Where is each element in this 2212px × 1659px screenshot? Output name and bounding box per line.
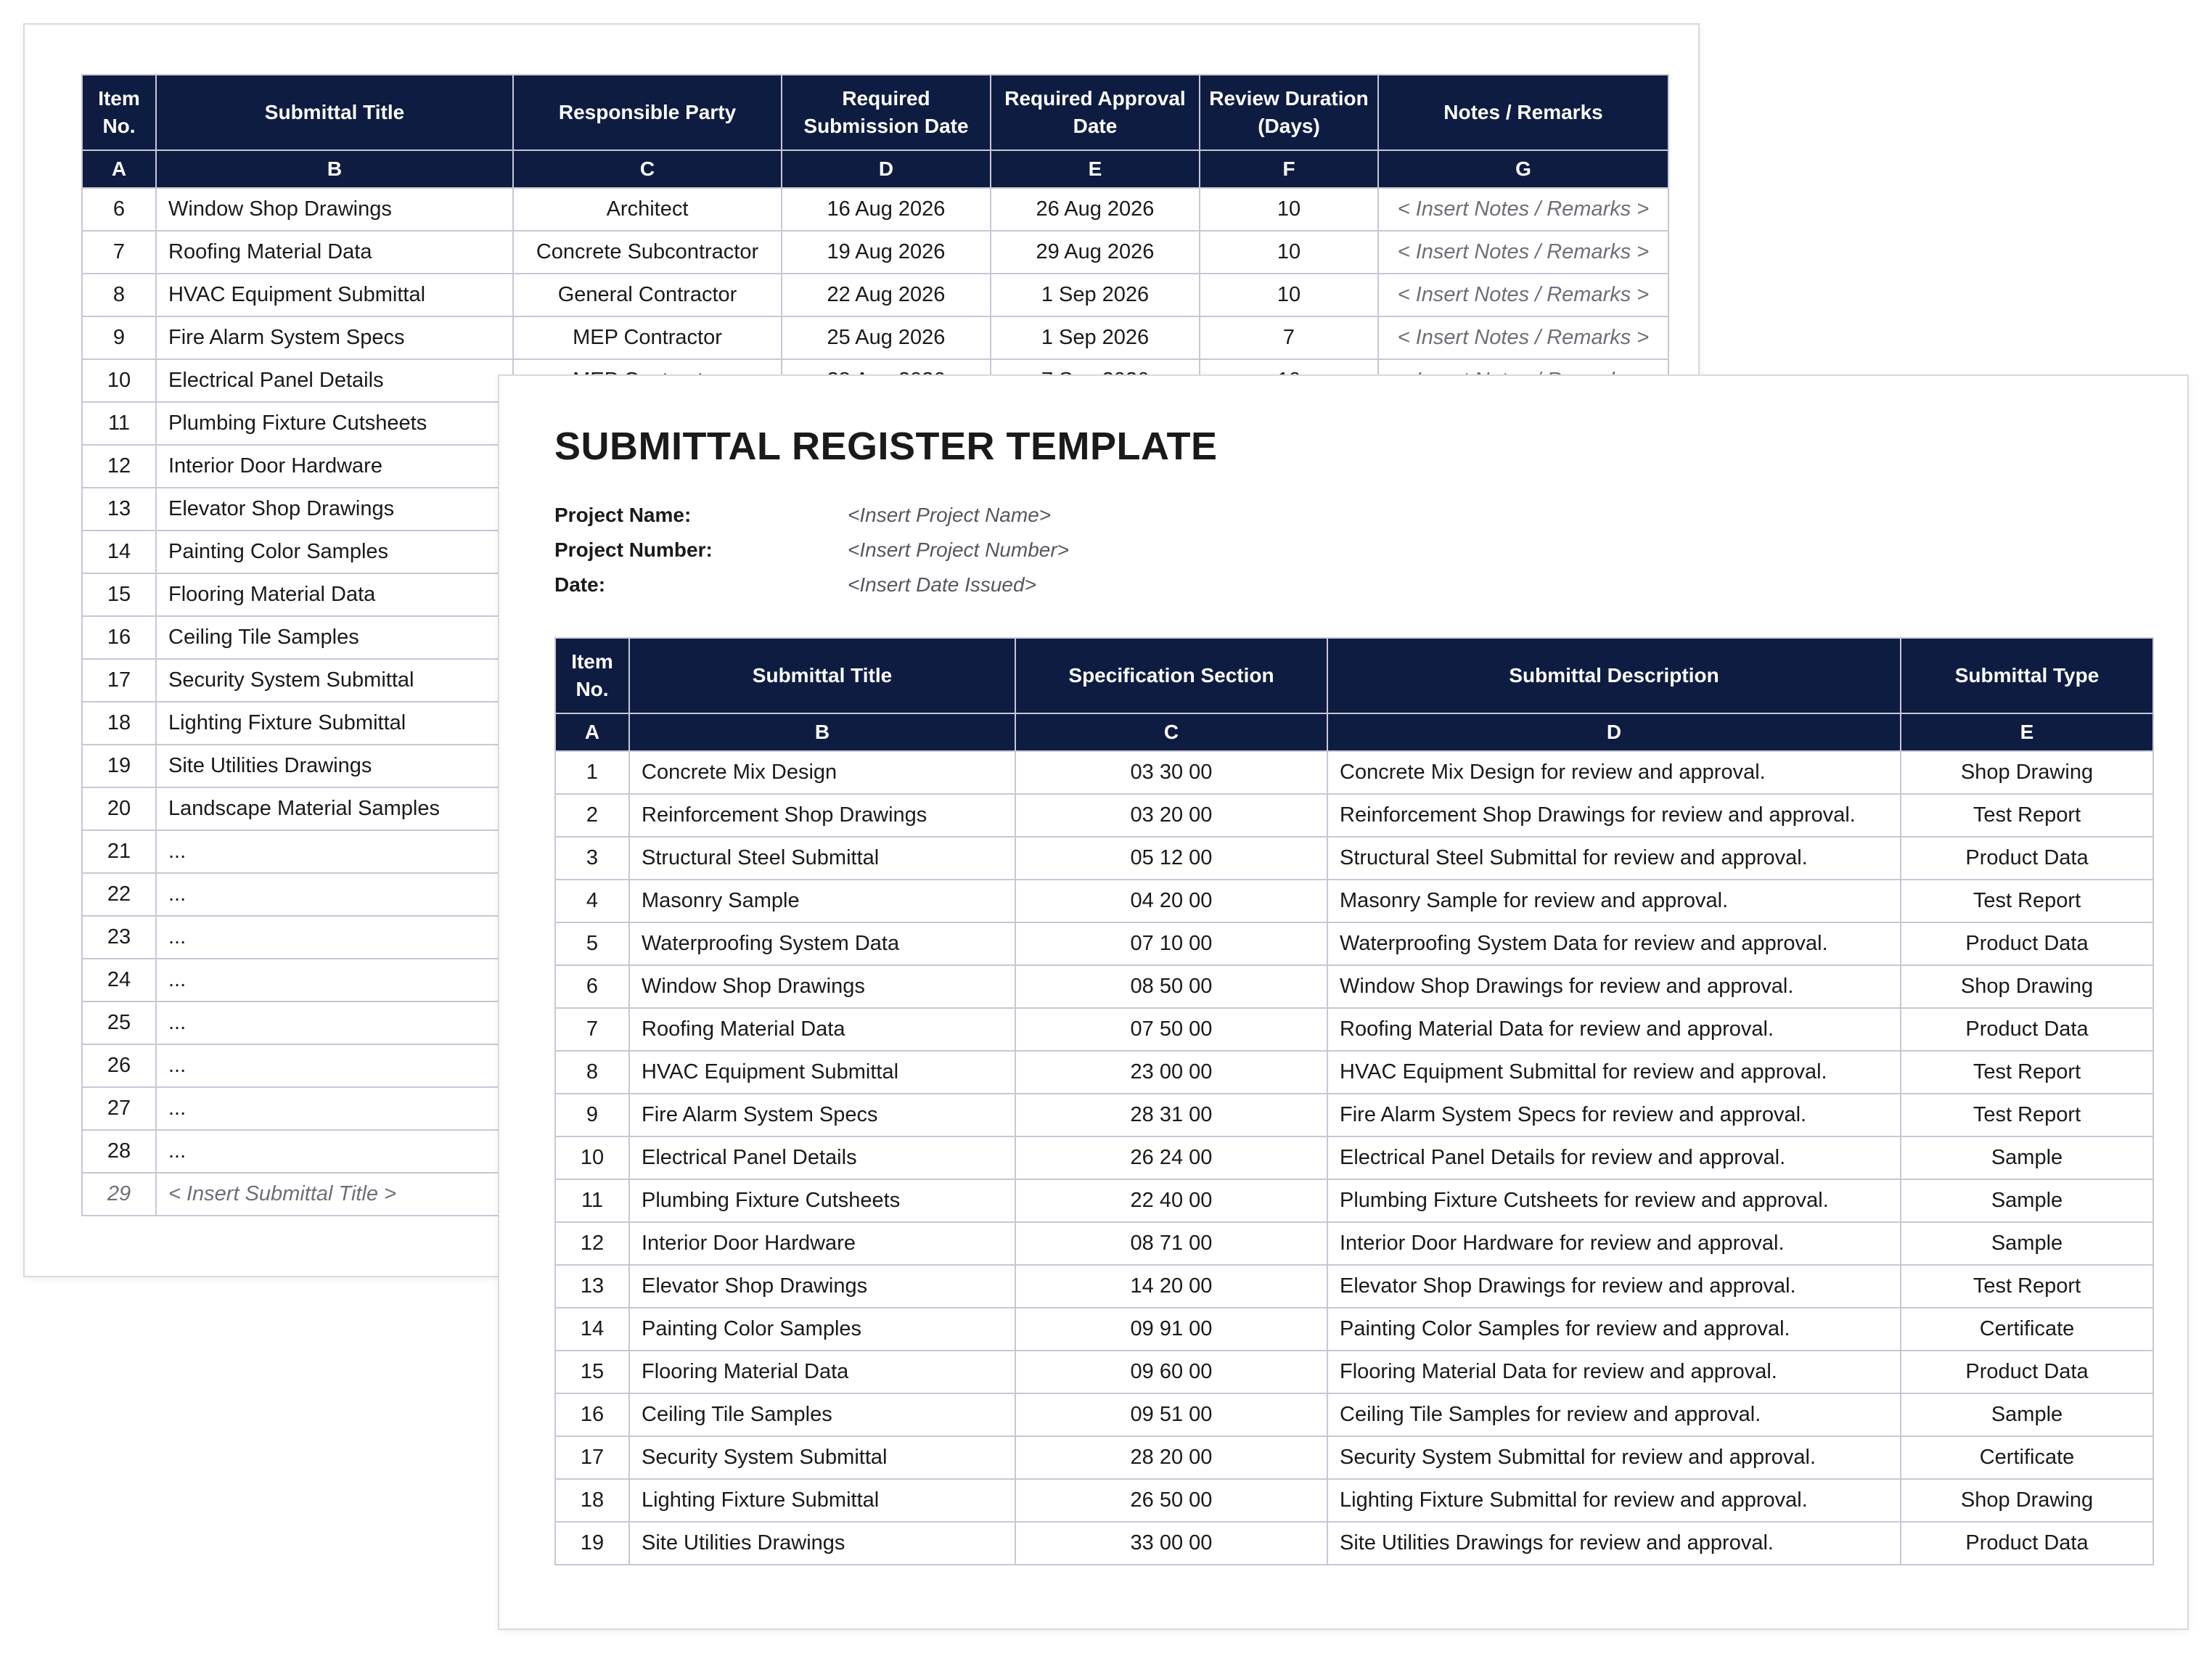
description-cell[interactable]: Reinforcement Shop Drawings for review and approval. bbox=[1327, 794, 1901, 837]
description-cell[interactable]: Security System Submittal for review and approval. bbox=[1327, 1436, 1901, 1479]
submittal-type-cell[interactable]: Product Data bbox=[1901, 1522, 2153, 1565]
col-letter: E bbox=[991, 150, 1200, 188]
item-no-cell: 12 bbox=[555, 1222, 629, 1265]
col-header: Review Duration (Days) bbox=[1200, 75, 1378, 150]
submission-date-cell[interactable]: 25 Aug 2026 bbox=[782, 316, 991, 359]
submittal-type-cell[interactable]: Shop Drawing bbox=[1901, 965, 2153, 1008]
submittal-title-cell[interactable]: Landscape Material Samples bbox=[156, 787, 513, 830]
description-cell[interactable]: Window Shop Drawings for review and approval. bbox=[1327, 965, 1901, 1008]
item-no-cell: 1 bbox=[555, 751, 629, 794]
submission-date-cell[interactable]: 16 Aug 2026 bbox=[782, 188, 991, 231]
table-row bbox=[555, 1308, 2153, 1351]
submittal-title-cell[interactable]: ... bbox=[156, 1001, 513, 1044]
review-duration-cell[interactable]: 10 bbox=[1200, 231, 1378, 274]
submittal-type-cell[interactable]: Shop Drawing bbox=[1901, 751, 2153, 794]
responsible-party-cell[interactable]: Concrete Subcontractor bbox=[513, 231, 782, 274]
submittal-title-cell[interactable]: Security System Submittal bbox=[629, 1436, 1015, 1479]
back-header-row bbox=[82, 75, 1668, 150]
item-no-cell: 13 bbox=[82, 488, 156, 531]
item-no-cell: 20 bbox=[82, 787, 156, 830]
item-no-cell: 10 bbox=[555, 1136, 629, 1179]
item-no-cell: 6 bbox=[82, 188, 156, 231]
submittal-title-cell[interactable]: Ceiling Tile Samples bbox=[156, 616, 513, 659]
submittal-title-cell[interactable]: ... bbox=[156, 873, 513, 916]
table-row bbox=[82, 188, 1668, 231]
submission-date-cell[interactable]: 19 Aug 2026 bbox=[782, 231, 991, 274]
col-header: Item No. bbox=[555, 638, 629, 713]
project-number-value[interactable]: <Insert Project Number> bbox=[848, 538, 1070, 561]
submittal-title-cell[interactable]: Window Shop Drawings bbox=[156, 188, 513, 231]
project-name-label: Project Name: bbox=[554, 504, 692, 526]
submittal-register-table bbox=[554, 637, 2154, 1565]
spec-section-cell[interactable]: 09 60 00 bbox=[1015, 1351, 1327, 1393]
front-sheet bbox=[498, 374, 2189, 1630]
col-header: Responsible Party bbox=[513, 75, 782, 150]
page-title: SUBMITTAL REGISTER TEMPLATE bbox=[554, 425, 1218, 468]
description-cell[interactable]: Lighting Fixture Submittal for review and approval. bbox=[1327, 1479, 1901, 1522]
approval-date-cell[interactable]: 1 Sep 2026 bbox=[991, 316, 1200, 359]
table-row bbox=[555, 1179, 2153, 1222]
submittal-type-cell[interactable]: Shop Drawing bbox=[1901, 1479, 2153, 1522]
submittal-title-cell[interactable]: Flooring Material Data bbox=[629, 1351, 1015, 1393]
item-no-cell: 29 bbox=[82, 1173, 156, 1216]
item-no-cell: 24 bbox=[82, 959, 156, 1001]
spec-section-cell[interactable]: 04 20 00 bbox=[1015, 880, 1327, 922]
submittal-title-cell[interactable]: Security System Submittal bbox=[156, 659, 513, 702]
submittal-title-cell[interactable]: Fire Alarm System Specs bbox=[629, 1094, 1015, 1136]
item-no-cell: 4 bbox=[555, 880, 629, 922]
col-header: Required Approval Date bbox=[991, 75, 1200, 150]
project-name-value[interactable]: <Insert Project Name> bbox=[848, 504, 1052, 526]
item-no-cell: 16 bbox=[555, 1393, 629, 1436]
table-row bbox=[555, 1094, 2153, 1136]
submittal-title-cell[interactable]: Waterproofing System Data bbox=[629, 922, 1015, 965]
item-no-cell: 5 bbox=[555, 922, 629, 965]
project-number-label: Project Number: bbox=[554, 538, 713, 561]
spec-section-cell[interactable]: 05 12 00 bbox=[1015, 837, 1327, 880]
item-no-cell: 21 bbox=[82, 830, 156, 873]
item-no-cell: 11 bbox=[555, 1179, 629, 1222]
col-letter: F bbox=[1200, 150, 1378, 188]
table-row bbox=[555, 1008, 2153, 1051]
notes-cell[interactable]: < Insert Notes / Remarks > bbox=[1378, 231, 1668, 274]
description-cell[interactable]: Painting Color Samples for review and approval. bbox=[1327, 1308, 1901, 1351]
item-no-cell: 18 bbox=[555, 1479, 629, 1522]
table-row bbox=[555, 1436, 2153, 1479]
submittal-title-cell[interactable]: < Insert Submittal Title > bbox=[156, 1173, 513, 1216]
submittal-title-cell[interactable]: Lighting Fixture Submittal bbox=[156, 702, 513, 745]
item-no-cell: 14 bbox=[82, 531, 156, 573]
submittal-title-cell[interactable]: Electrical Panel Details bbox=[156, 359, 513, 402]
submittal-type-cell[interactable]: Product Data bbox=[1901, 1351, 2153, 1393]
col-letter: C bbox=[513, 150, 782, 188]
item-no-cell: 19 bbox=[555, 1522, 629, 1565]
notes-cell[interactable]: < Insert Notes / Remarks > bbox=[1378, 274, 1668, 316]
submittal-title-cell[interactable]: Interior Door Hardware bbox=[156, 445, 513, 488]
submittal-title-cell[interactable]: Plumbing Fixture Cutsheets bbox=[156, 402, 513, 445]
table-row bbox=[555, 1522, 2153, 1565]
description-cell[interactable]: Masonry Sample for review and approval. bbox=[1327, 880, 1901, 922]
submittal-title-cell[interactable]: Site Utilities Drawings bbox=[629, 1522, 1015, 1565]
spec-section-cell[interactable]: 26 24 00 bbox=[1015, 1136, 1327, 1179]
table-row bbox=[555, 965, 2153, 1008]
submittal-title-cell[interactable]: Reinforcement Shop Drawings bbox=[629, 794, 1015, 837]
item-no-cell: 9 bbox=[555, 1094, 629, 1136]
submittal-title-cell[interactable]: Masonry Sample bbox=[629, 880, 1015, 922]
submittal-type-cell[interactable]: Product Data bbox=[1901, 837, 2153, 880]
item-no-cell: 13 bbox=[555, 1265, 629, 1308]
review-duration-cell[interactable]: 10 bbox=[1200, 188, 1378, 231]
spec-section-cell[interactable]: 07 10 00 bbox=[1015, 922, 1327, 965]
item-no-cell: 17 bbox=[555, 1436, 629, 1479]
submittal-type-cell[interactable]: Sample bbox=[1901, 1222, 2153, 1265]
spec-section-cell[interactable]: 07 50 00 bbox=[1015, 1008, 1327, 1051]
item-no-cell: 25 bbox=[82, 1001, 156, 1044]
item-no-cell: 26 bbox=[82, 1044, 156, 1087]
col-header: Specification Section bbox=[1015, 638, 1327, 713]
submittal-title-cell[interactable]: ... bbox=[156, 830, 513, 873]
item-no-cell: 27 bbox=[82, 1087, 156, 1130]
submittal-title-cell[interactable]: ... bbox=[156, 1130, 513, 1173]
table-row bbox=[555, 794, 2153, 837]
item-no-cell: 23 bbox=[82, 916, 156, 959]
submittal-title-cell[interactable]: Plumbing Fixture Cutsheets bbox=[629, 1179, 1015, 1222]
item-no-cell: 7 bbox=[82, 231, 156, 274]
item-no-cell: 14 bbox=[555, 1308, 629, 1351]
submittal-title-cell[interactable]: Concrete Mix Design bbox=[629, 751, 1015, 794]
description-cell[interactable]: Structural Steel Submittal for review and approval. bbox=[1327, 837, 1901, 880]
col-letter: G bbox=[1378, 150, 1668, 188]
approval-date-cell[interactable]: 1 Sep 2026 bbox=[991, 274, 1200, 316]
col-header: Submittal Type bbox=[1901, 638, 2153, 713]
submittal-type-cell[interactable]: Test Report bbox=[1901, 794, 2153, 837]
table-row bbox=[555, 1265, 2153, 1308]
description-cell[interactable]: Waterproofing System Data for review and approval. bbox=[1327, 922, 1901, 965]
date-label: Date: bbox=[554, 573, 606, 596]
submittal-title-cell[interactable]: Fire Alarm System Specs bbox=[156, 316, 513, 359]
submittal-type-cell[interactable]: Test Report bbox=[1901, 1265, 2153, 1308]
description-cell[interactable]: Electrical Panel Details for review and approval. bbox=[1327, 1136, 1901, 1179]
item-no-cell: 2 bbox=[555, 794, 629, 837]
front-letter-row bbox=[555, 713, 2153, 751]
submittal-title-cell[interactable]: HVAC Equipment Submittal bbox=[629, 1051, 1015, 1094]
table-row bbox=[555, 1351, 2153, 1393]
submittal-title-cell[interactable]: HVAC Equipment Submittal bbox=[156, 274, 513, 316]
notes-cell[interactable]: < Insert Notes / Remarks > bbox=[1378, 188, 1668, 231]
submittal-type-cell[interactable]: Sample bbox=[1901, 1179, 2153, 1222]
col-letter: A bbox=[82, 150, 156, 188]
front-header-row bbox=[555, 638, 2153, 713]
submittal-title-cell[interactable]: Structural Steel Submittal bbox=[629, 837, 1015, 880]
submittal-title-cell[interactable]: ... bbox=[156, 916, 513, 959]
spec-section-cell[interactable]: 03 20 00 bbox=[1015, 794, 1327, 837]
spec-section-cell[interactable]: 26 50 00 bbox=[1015, 1479, 1327, 1522]
submittal-type-cell[interactable]: Sample bbox=[1901, 1393, 2153, 1436]
table-row bbox=[555, 1051, 2153, 1094]
date-value[interactable]: <Insert Date Issued> bbox=[848, 573, 1036, 596]
col-letter: E bbox=[1901, 713, 2153, 751]
review-duration-cell[interactable]: 7 bbox=[1200, 316, 1378, 359]
description-cell[interactable]: Concrete Mix Design for review and approval. bbox=[1327, 751, 1901, 794]
col-header: Submittal Description bbox=[1327, 638, 1901, 713]
submittal-title-cell[interactable]: Lighting Fixture Submittal bbox=[629, 1479, 1015, 1522]
notes-cell[interactable]: < Insert Notes / Remarks > bbox=[1378, 316, 1668, 359]
table-row bbox=[555, 1479, 2153, 1522]
spec-section-cell[interactable]: 14 20 00 bbox=[1015, 1265, 1327, 1308]
submittal-title-cell[interactable]: Roofing Material Data bbox=[629, 1008, 1015, 1051]
table-row bbox=[555, 1136, 2153, 1179]
submittal-type-cell[interactable]: Product Data bbox=[1901, 1008, 2153, 1051]
col-header: Item No. bbox=[82, 75, 156, 150]
submittal-title-cell[interactable]: ... bbox=[156, 1044, 513, 1087]
table-row bbox=[555, 1393, 2153, 1436]
approval-date-cell[interactable]: 29 Aug 2026 bbox=[991, 231, 1200, 274]
approval-date-cell[interactable]: 26 Aug 2026 bbox=[991, 188, 1200, 231]
item-no-cell: 15 bbox=[555, 1351, 629, 1393]
spec-section-cell[interactable]: 23 00 00 bbox=[1015, 1051, 1327, 1094]
description-cell[interactable]: Elevator Shop Drawings for review and approval. bbox=[1327, 1265, 1901, 1308]
spec-section-cell[interactable]: 09 51 00 bbox=[1015, 1393, 1327, 1436]
col-letter: B bbox=[629, 713, 1015, 751]
item-no-cell: 18 bbox=[82, 702, 156, 745]
table-row bbox=[555, 880, 2153, 922]
submittal-title-cell[interactable]: Elevator Shop Drawings bbox=[629, 1265, 1015, 1308]
col-header: Required Submission Date bbox=[782, 75, 991, 150]
description-cell[interactable]: Flooring Material Data for review and approval. bbox=[1327, 1351, 1901, 1393]
spec-section-cell[interactable]: 09 91 00 bbox=[1015, 1308, 1327, 1351]
item-no-cell: 15 bbox=[82, 573, 156, 616]
submittal-title-cell[interactable]: Window Shop Drawings bbox=[629, 965, 1015, 1008]
item-no-cell: 7 bbox=[555, 1008, 629, 1051]
col-header: Notes / Remarks bbox=[1378, 75, 1668, 150]
submittal-title-cell[interactable]: Interior Door Hardware bbox=[629, 1222, 1015, 1265]
submittal-title-cell[interactable]: Ceiling Tile Samples bbox=[629, 1393, 1015, 1436]
spec-section-cell[interactable]: 08 50 00 bbox=[1015, 965, 1327, 1008]
table-row bbox=[82, 231, 1668, 274]
responsible-party-cell[interactable]: MEP Contractor bbox=[513, 316, 782, 359]
item-no-cell: 10 bbox=[82, 359, 156, 402]
col-letter: C bbox=[1015, 713, 1327, 751]
spec-section-cell[interactable]: 22 40 00 bbox=[1015, 1179, 1327, 1222]
submittal-type-cell[interactable]: Test Report bbox=[1901, 1094, 2153, 1136]
description-cell[interactable]: Ceiling Tile Samples for review and approval. bbox=[1327, 1393, 1901, 1436]
description-cell[interactable]: Plumbing Fixture Cutsheets for review and approval. bbox=[1327, 1179, 1901, 1222]
submittal-type-cell[interactable]: Test Report bbox=[1901, 880, 2153, 922]
submission-date-cell[interactable]: 22 Aug 2026 bbox=[782, 274, 991, 316]
col-letter: D bbox=[1327, 713, 1901, 751]
table-row bbox=[82, 316, 1668, 359]
back-letter-row bbox=[82, 150, 1668, 188]
table-row bbox=[82, 274, 1668, 316]
responsible-party-cell[interactable]: Architect bbox=[513, 188, 782, 231]
description-cell[interactable]: Roofing Material Data for review and approval. bbox=[1327, 1008, 1901, 1051]
item-no-cell: 6 bbox=[555, 965, 629, 1008]
description-cell[interactable]: Site Utilities Drawings for review and approval. bbox=[1327, 1522, 1901, 1565]
table-row bbox=[555, 1222, 2153, 1265]
submittal-title-cell[interactable]: Painting Color Samples bbox=[156, 531, 513, 573]
submittal-title-cell[interactable]: Elevator Shop Drawings bbox=[156, 488, 513, 531]
item-no-cell: 11 bbox=[82, 402, 156, 445]
submittal-type-cell[interactable]: Test Report bbox=[1901, 1051, 2153, 1094]
description-cell[interactable]: Interior Door Hardware for review and approval. bbox=[1327, 1222, 1901, 1265]
spec-section-cell[interactable]: 28 31 00 bbox=[1015, 1094, 1327, 1136]
col-header: Submittal Title bbox=[156, 75, 513, 150]
submittal-title-cell[interactable]: ... bbox=[156, 959, 513, 1001]
responsible-party-cell[interactable]: General Contractor bbox=[513, 274, 782, 316]
submittal-title-cell[interactable]: ... bbox=[156, 1087, 513, 1130]
item-no-cell: 8 bbox=[82, 274, 156, 316]
submittal-title-cell[interactable]: Site Utilities Drawings bbox=[156, 745, 513, 787]
review-duration-cell[interactable]: 10 bbox=[1200, 274, 1378, 316]
item-no-cell: 8 bbox=[555, 1051, 629, 1094]
submittal-title-cell[interactable]: Electrical Panel Details bbox=[629, 1136, 1015, 1179]
spec-section-cell[interactable]: 33 00 00 bbox=[1015, 1522, 1327, 1565]
item-no-cell: 3 bbox=[555, 837, 629, 880]
spec-section-cell[interactable]: 03 30 00 bbox=[1015, 751, 1327, 794]
item-no-cell: 12 bbox=[82, 445, 156, 488]
submittal-type-cell[interactable]: Sample bbox=[1901, 1136, 2153, 1179]
item-no-cell: 9 bbox=[82, 316, 156, 359]
spec-section-cell[interactable]: 28 20 00 bbox=[1015, 1436, 1327, 1479]
submittal-type-cell[interactable]: Certificate bbox=[1901, 1436, 2153, 1479]
submittal-type-cell[interactable]: Certificate bbox=[1901, 1308, 2153, 1351]
col-letter: B bbox=[156, 150, 513, 188]
item-no-cell: 19 bbox=[82, 745, 156, 787]
description-cell[interactable]: Fire Alarm System Specs for review and approval. bbox=[1327, 1094, 1901, 1136]
spec-section-cell[interactable]: 08 71 00 bbox=[1015, 1222, 1327, 1265]
description-cell[interactable]: HVAC Equipment Submittal for review and approval. bbox=[1327, 1051, 1901, 1094]
item-no-cell: 28 bbox=[82, 1130, 156, 1173]
item-no-cell: 22 bbox=[82, 873, 156, 916]
submittal-title-cell[interactable]: Flooring Material Data bbox=[156, 573, 513, 616]
submittal-type-cell[interactable]: Product Data bbox=[1901, 922, 2153, 965]
col-letter: D bbox=[782, 150, 991, 188]
table-row bbox=[555, 751, 2153, 794]
submittal-title-cell[interactable]: Roofing Material Data bbox=[156, 231, 513, 274]
table-row bbox=[555, 922, 2153, 965]
item-no-cell: 16 bbox=[82, 616, 156, 659]
table-row bbox=[555, 837, 2153, 880]
submittal-title-cell[interactable]: Painting Color Samples bbox=[629, 1308, 1015, 1351]
col-letter: A bbox=[555, 713, 629, 751]
col-header: Submittal Title bbox=[629, 638, 1015, 713]
item-no-cell: 17 bbox=[82, 659, 156, 702]
